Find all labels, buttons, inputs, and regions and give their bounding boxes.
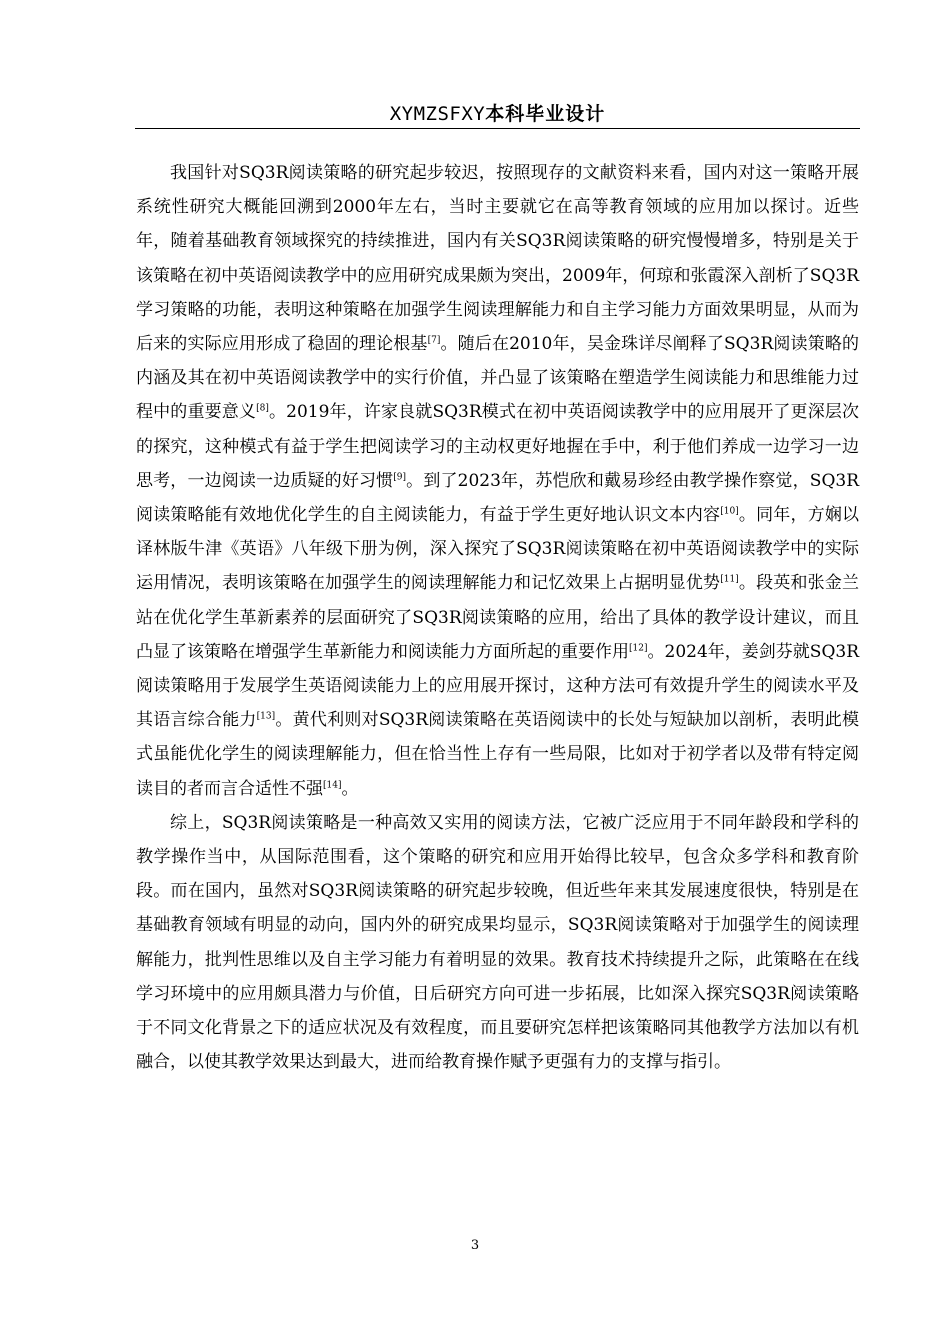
citation-marker: [7]	[427, 335, 441, 346]
paragraph-text: 。黄代利则对SQ3R阅读策略在英语阅读中的长处与短缺加以剖析，表明此模式虽能优化学生的阅读理解能力，但在恰当性上存有一些局限，比如对于初学者以及带有特定阅读目的者而言合适性不强	[136, 710, 859, 799]
paragraph-text: 我国针对SQ3R阅读策略的研究起步较迟，按照现存的文献资料来看，国内对这一策略开展系统性研究大概能回溯到2000年左右，当时主要就它在高等教育领域的应用加以探讨。近些年，随着基础教育领域探究的持续推进，国内有关SQ3R阅读策略的研究慢慢增多，特别是关于该策略在初中英语阅读教学中的应用研究成果颇为突出，2009年，何琼和张霞深入剖析了SQ3R学习策略的功能，表明这种策略在加强学生阅读理解能力和自主学习能力方面效果明显，从而为后来的实际应用形成了稳固的理论根基	[136, 163, 859, 355]
citation-marker: [14]	[323, 780, 342, 790]
citation-marker: [10]	[720, 506, 739, 517]
citation-marker: [9]	[393, 472, 407, 483]
citation-marker: [8]	[256, 403, 269, 414]
paragraph-text: 。同年，方娴以译林版牛津《英语》八年级下册为例，深入探究了SQ3R阅读策略在初中英语阅读教学中的实际运用情况，表明该策略在加强学生的阅读理解能力和记忆效果上占据明显优势	[136, 505, 860, 594]
paragraph-text: 。到了2023年，苏恺欣和戴易珍经由教学操作察觉，SQ3R阅读策略能有效地优化学生的自主阅读能力，有益于学生更好地认识文本内容	[136, 470, 859, 526]
paragraph-text: 。	[341, 778, 359, 799]
page-number: 3	[470, 1238, 480, 1253]
paragraph-text: 。段英和张金兰站在优化学生革新素养的层面研究了SQ3R阅读策略的应用，给出了具体的教学设计建议，而且凸显了该策略在增强学生革新能力和阅读能力方面所起的重要作用	[136, 573, 860, 662]
header-title: 本科毕业设计	[485, 103, 606, 125]
citation-marker: [13]	[256, 711, 276, 722]
paragraph-text: 。随后在2010年，吴金珠详尽阐释了SQ3R阅读策略的内涵及其在初中英语阅读教学中的实行价值，并凸显了该策略在塑造学生阅读能力和思维能力过程中的重要意义	[136, 334, 860, 423]
paragraph-text: 。2024年，姜剑芬就SQ3R阅读策略用于发展学生英语阅读能力上的应用展开探讨，这种方法可有效提升学生的阅读水平及其语言综合能力	[136, 641, 860, 731]
paragraph	[136, 156, 859, 806]
paragraph	[136, 806, 859, 1080]
body-text	[136, 156, 859, 1079]
citation-marker: [12]	[629, 643, 648, 654]
header-code: XYMZSFXY	[389, 103, 486, 125]
paragraph-text: 综上，SQ3R阅读策略是一种高效又实用的阅读方法，它被广泛应用于不同年龄段和学科的教学操作当中，从国际范围看，这个策略的研究和应用开始得比较早，包含众多学科和教育阶段。而在国内，虽然对SQ3R阅读策略的研究起步较晚，但近些年来其发展速度很快，特别是在基础教育领域有明显的动向，国内外的研究成果均显示，SQ3R阅读策略对于加强学生的阅读理解能力，批判性思维以及自主学习能力有着明显的效果。教育技术持续提升之际，此策略在在线学习环境中的应用颇具潜力与价值，日后研究方向可进一步拓展，比如深入探究SQ3R阅读策略于不同文化背景之下的适应状况及有效程度，而且要研究怎样把该策略同其他教学方法加以有机融合，以使其教学效果达到最大，进而给教育操作赋予更强有力的支撑与指引。	[136, 812, 859, 1073]
citation-marker: [11]	[720, 574, 739, 585]
paragraph-text: 。2019年，许家良就SQ3R模式在初中英语阅读教学中的应用展开了更深层次的探究，这种模式有益于学生把阅读学习的主动权更好地握在手中，利于他们养成一边学习一边思考，一边阅读一边质疑的好习惯	[136, 402, 860, 491]
page-header	[135, 100, 860, 129]
